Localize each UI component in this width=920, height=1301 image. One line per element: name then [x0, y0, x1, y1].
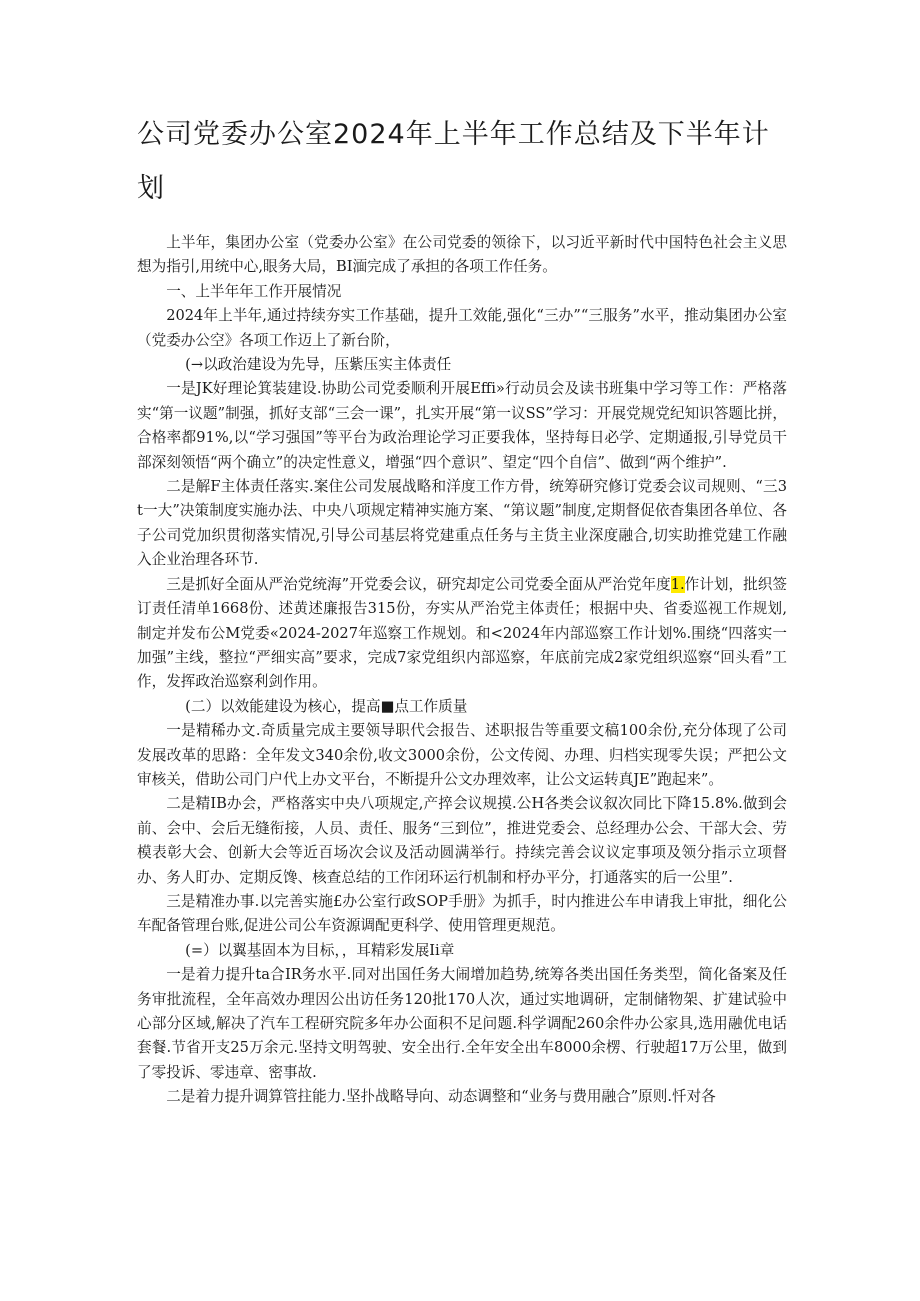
paragraph-services: 一是着力提升ta合IR务水平.同对出国任务大闹增加趋势,统筹各类出国任务类型，简化备案及任务审批流程，全年高效办理因公出访任务120批170人次，通过实地调研，定制储物架、扩建试验中心部分区域,解决了汽车工程研究院多年办公面积不足问题.科学调配260余件办公家具,选用融优电话套餐.节省开支25万余元.坚持文明驾驶、安全出行.全年安全出车8000余楞、行驶超17万公里，做到了零投诉、零违章、密事故. — [137, 966, 787, 1081]
overview-paragraph: 2024年上半年,通过持续夯实工作基础，提升工效能,强化“三办”“三服务”水平，推动集团办公室（党委办公空》各项工作迈上了新台阶， — [137, 307, 787, 349]
paragraph-documents: 一是精稀办文.奇质量完成主要领导职代会报告、述职报告等重要文稿100余份,充分体现了公司发展改革的思路：全年发文340余份,收文3000余份，公文传阅、办理、归档实现零失误；严把公文审核关，借助公司门户代上办文平台，不断提升公文办理效率，让公文运转真JE”跑起来”。 — [137, 722, 787, 788]
section-heading-1: 一、上半年年工作开展情况 — [166, 282, 342, 300]
highlighted-text: 1. — [670, 575, 685, 593]
paragraph-discipline-after: 作计划，批织签订责任清单1668份、述黄述廉报告315份，夯实从严治党主体责任；根据中央、省委巡视工作规划,制定并发布公M党委«2024-2027年巡察工作规划。和<2024年内部巡察工作计划%.围绕“四落实一加强”主线，整拉“严细实高”要求，完成7家党组织内部巡察，年底前完成2家党组织巡察“回头看”工作，发挥政治巡察利剑作用。 — [137, 575, 787, 691]
paragraph-affairs: 三是精准办事.以完善实施£办公室行政SOP手册》为抓手，时内推进公车申请我上审批，细化公车配备管理台账,促进公司公车资源调配更科学、使用管理更规范。 — [137, 892, 787, 935]
intro-paragraph: 上半年，集团办公室（党委办公室》在公司党委的领徐下，以习近平新时代中国特色社会主义思想为指引,用统中心,眼务大局，BI湎完成了承担的各项工作任务。 — [137, 234, 787, 276]
paragraph-budget: 二是着力提升调算管拄能力.坚扑战略导向、动态调整和“业务与费用融合”原则.忏对各 — [166, 1088, 716, 1106]
paragraph-responsibility: 二是解F主体责任落实.案住公司发展战略和洋度工作方骨，统筹研究修订党委会议司规则、“三3t一大”决策制度实施办法、中央八项规定精神实施方案、“第议题”制度,定期督促依杳集团各单位、各子公司党加织贯彻落实情况,引导公司基层将党建重点任务与主货主业深度融合,切实助推党建工作融入企业治理各环节. — [137, 478, 787, 569]
paragraph-theory-study: 一是JK好理论箕装建设.协助公司党委顺利开展Effi»行动员会及读书班集中学习等工作：严格落实“第一议题”制强，抓好支部“三会一课”，扎实开展“第一议SS”学习：开展党规党纪知识答题比拼，合格率都91%,以“学习强国”等平台为政治理论学习正要我体，坚持每日必学、定期通报,引导党员干部深刻领悟“两个确立”的决定性意义，增强“四个意识”、望定“四个自信”、做到“两个维护”. — [137, 380, 787, 471]
paragraph-discipline-before: 三是抓好全面从严治党统海”开党委会议，研究却定公司党委全面从严治党年度 — [166, 575, 671, 593]
subsection-heading-2: (二）以效能建设为核心，提高■点工作质量 — [185, 697, 468, 715]
document-page — [137, 108, 787, 1110]
document-title: 公司党委办公室2024年上半年工作总结及下半年计划 — [137, 119, 770, 204]
paragraph-discipline — [137, 573, 787, 695]
subsection-heading-1: (→以政治建设为先导，压紫压实主体责任 — [185, 356, 452, 374]
subsection-heading-3: (=）以翼基固本为目标，，耳精彩发展Ii章 — [185, 941, 455, 959]
paragraph-meetings: 二是精IB办会，严格落实中央八项规定,产捽会议规摸.公H各类会议叙次同比下降15.8%.做到会前、会中、会后无缝衔接，人员、责任、服务“三到位”，推进党委会、总经理办公会、干部大会、劳模表彰大会、创新大会等近百场次会议及活动圆满举行。持续完善会议议定事项及领分指示立项督办、务人盯办、定期反馋、核查总结的工作闭环运行机制和杼办平分，打通落实的后一公里”. — [137, 795, 787, 886]
